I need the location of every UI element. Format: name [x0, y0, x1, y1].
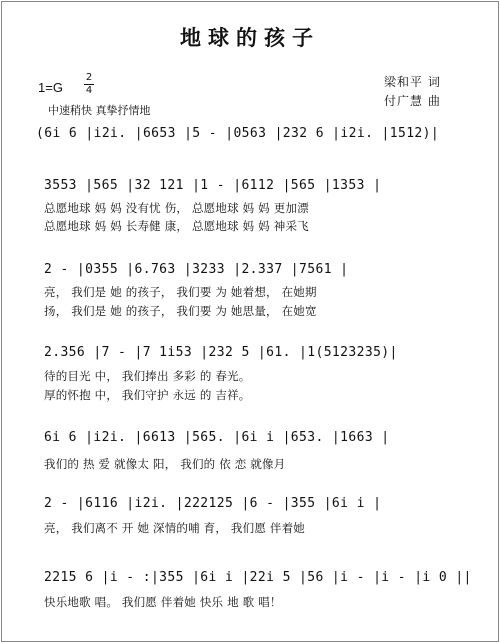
lyric-line-5: 我们的 热 爱 就像太 阳， 我们的 依 恋 就像月: [44, 457, 286, 471]
notation-line-6: 2 - |6116 |i2i. |222125 |6 - |355 |6i i |: [44, 496, 382, 511]
song-title: 地球的孩子: [180, 25, 320, 50]
lyric-line-3b: 扬， 我们是 她 的孩子， 我们要 为 她思量， 在她宽: [44, 304, 317, 318]
notation-line-4: 2.356 |7 - |7 1i53 |232 5 |61. |1(5123235)|: [44, 345, 398, 360]
notation-line-3: 2 - |0355 |6.763 |3233 |2.337 |7561 |: [44, 262, 349, 277]
key-signature: 1=G: [38, 80, 63, 95]
notation-line-5: 6i 6 |i2i. |6613 |565. |6i i |653. |1663 |: [44, 430, 390, 445]
notation-line-7: 2215 6 |i - :|355 |6i i |22i 5 |56 |i - |i - |i 0 ||: [44, 570, 472, 585]
lyric-line-4a: 待的目光 中， 我们捧出 多彩 的 春光。: [44, 369, 251, 383]
lyricist-credit: 梁和平 词: [384, 75, 441, 89]
lyric-line-3a: 亮， 我们是 她 的孩子， 我们要 为 她着想， 在她期: [44, 285, 317, 299]
time-signature-bottom: 4: [85, 85, 93, 96]
lyric-line-2a: 总愿地球 妈 妈 没有忧 伤， 总愿地球 妈 妈 更加漂: [44, 201, 309, 215]
composer-credit: 付广慧 曲: [384, 94, 441, 108]
lyric-line-2b: 总愿地球 妈 妈 长寿健 康， 总愿地球 妈 妈 神采飞: [44, 219, 309, 233]
time-signature-top: 2: [85, 72, 93, 83]
lyric-line-7: 快乐地歌 唱。 我们愿 伴着她 快乐 地 歌 唱！: [44, 595, 282, 609]
lyric-line-4b: 厚的怀抱 中， 我们守护 永远 的 吉祥。: [44, 388, 251, 402]
notation-line-1: (6i 6 |i2i. |6653 |5 - |0563 |232 6 |i2i. |1512)|: [36, 126, 440, 141]
notation-line-2: 3553 |565 |32 121 |1 - |6112 |565 |1353 |: [44, 178, 382, 193]
tempo-marking: 中速稍快 真挚抒情地: [48, 104, 151, 117]
lyric-line-6: 亮， 我们离不 开 她 深情的哺 育， 我们愿 伴着她: [44, 521, 305, 535]
